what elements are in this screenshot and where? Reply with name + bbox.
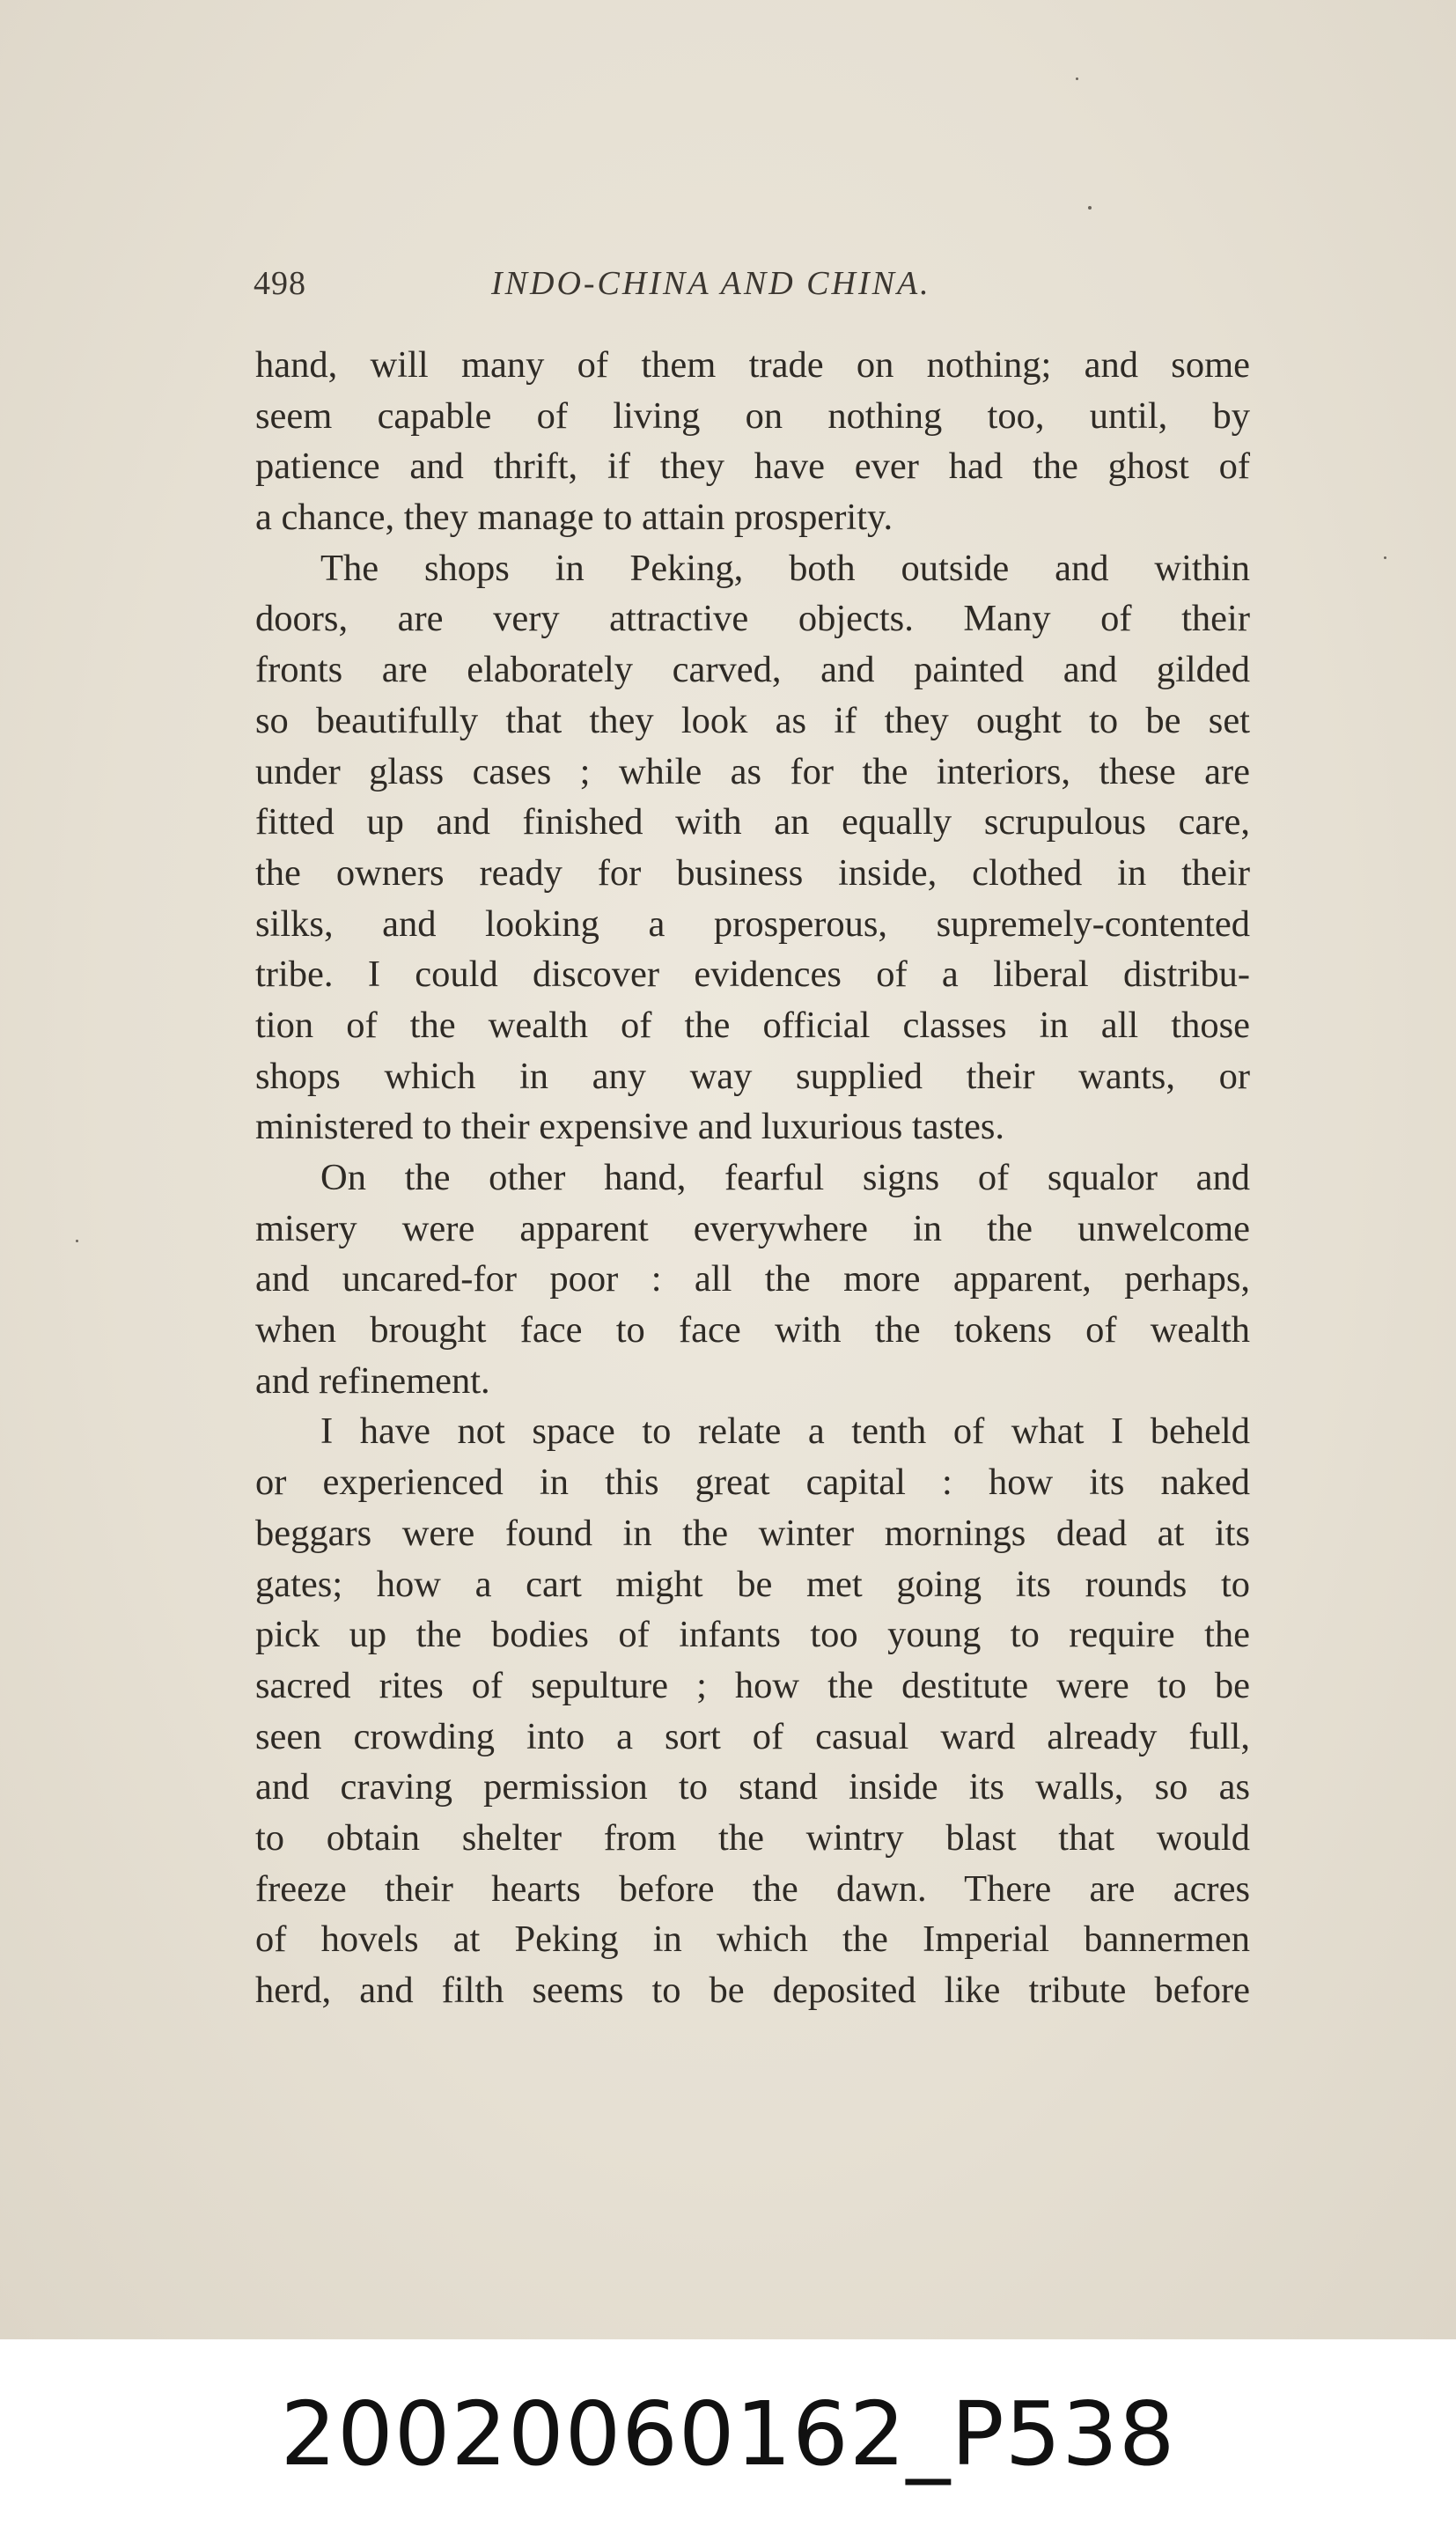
text-line: of hovels at Peking in which the Imperial bannermen xyxy=(255,1918,1250,1961)
text-line: freeze their hearts before the dawn. There are acres xyxy=(255,1867,1250,1910)
text-line: doors, are very attractive objects. Many of their xyxy=(255,598,1250,640)
paragraph xyxy=(255,340,1250,543)
paper-speck xyxy=(1076,77,1078,80)
text-line: the owners ready for business inside, clothed in their xyxy=(255,851,1250,894)
text-line: The shops in Peking, both outside and within xyxy=(320,547,1250,589)
running-title: INDO-CHINA AND CHINA. xyxy=(491,265,931,302)
page-number: 498 xyxy=(254,265,306,302)
text-line: and craving permission to stand inside its walls, so as xyxy=(255,1766,1250,1808)
text-line: when brought face to face with the tokens of wealth xyxy=(255,1309,1250,1351)
text-line: and uncared-for poor : all the more apparent, perhaps, xyxy=(255,1258,1250,1300)
paper-speck xyxy=(1088,206,1092,210)
text-line: patience and thrift, if they have ever had the ghost of xyxy=(255,446,1250,488)
text-line: and refinement. xyxy=(255,1359,490,1402)
paragraph xyxy=(255,1152,1250,1406)
text-line: shops which in any way supplied their wants, or xyxy=(255,1055,1250,1097)
text-line: fitted up and finished with an equally scrupulous care, xyxy=(255,801,1250,843)
paper-speck xyxy=(76,1240,78,1242)
text-line: silks, and looking a prosperous, supremely-contented xyxy=(255,902,1250,945)
text-line: On the other hand, fearful signs of squalor and xyxy=(320,1157,1250,1198)
text-line: gates; how a cart might be met going its rounds to xyxy=(255,1563,1250,1605)
text-line: pick up the bodies of infants too young to require the xyxy=(255,1614,1250,1656)
text-line: beggars were found in the winter mornings dead at its xyxy=(255,1512,1250,1554)
text-line: seen crowding into a sort of casual ward already full, xyxy=(255,1715,1250,1757)
text-line: so beautifully that they look as if they ought to be set xyxy=(255,699,1250,741)
text-line: under glass cases ; while as for the interiors, these are xyxy=(255,750,1250,792)
text-line: herd, and filth seems to be deposited like tribute before xyxy=(255,1970,1250,2011)
text-line: seem capable of living on nothing too, until, by xyxy=(255,394,1250,437)
text-line: tribe. I could discover evidences of a liberal distribu- xyxy=(255,954,1250,996)
text-line: or experienced in this great capital : how its naked xyxy=(255,1462,1250,1504)
text-line: to obtain shelter from the wintry blast that would xyxy=(255,1816,1250,1859)
paper-speck xyxy=(1384,556,1386,559)
text-line: hand, will many of them trade on nothing; and some xyxy=(255,344,1250,386)
text-line: ministered to their expensive and luxurious tastes. xyxy=(255,1106,1004,1148)
text-line: misery were apparent everywhere in the unwelcome xyxy=(255,1207,1250,1249)
paragraph xyxy=(255,1406,1250,2015)
text-line: fronts are elaborately carved, and painted and gilded xyxy=(255,649,1250,691)
page-header xyxy=(254,264,1250,308)
body-text xyxy=(255,340,1250,2016)
paragraph xyxy=(255,543,1250,1152)
text-line: tion of the wealth of the official classes in all those xyxy=(255,1004,1250,1046)
text-line: sacred rites of sepulture ; how the destitute were to be xyxy=(255,1664,1250,1706)
text-line: I have not space to relate a tenth of what I beheld xyxy=(320,1410,1250,1453)
text-line: a chance, they manage to attain prosperity. xyxy=(255,497,893,539)
image-id-caption: 20020060162_P538 xyxy=(280,2382,1176,2485)
